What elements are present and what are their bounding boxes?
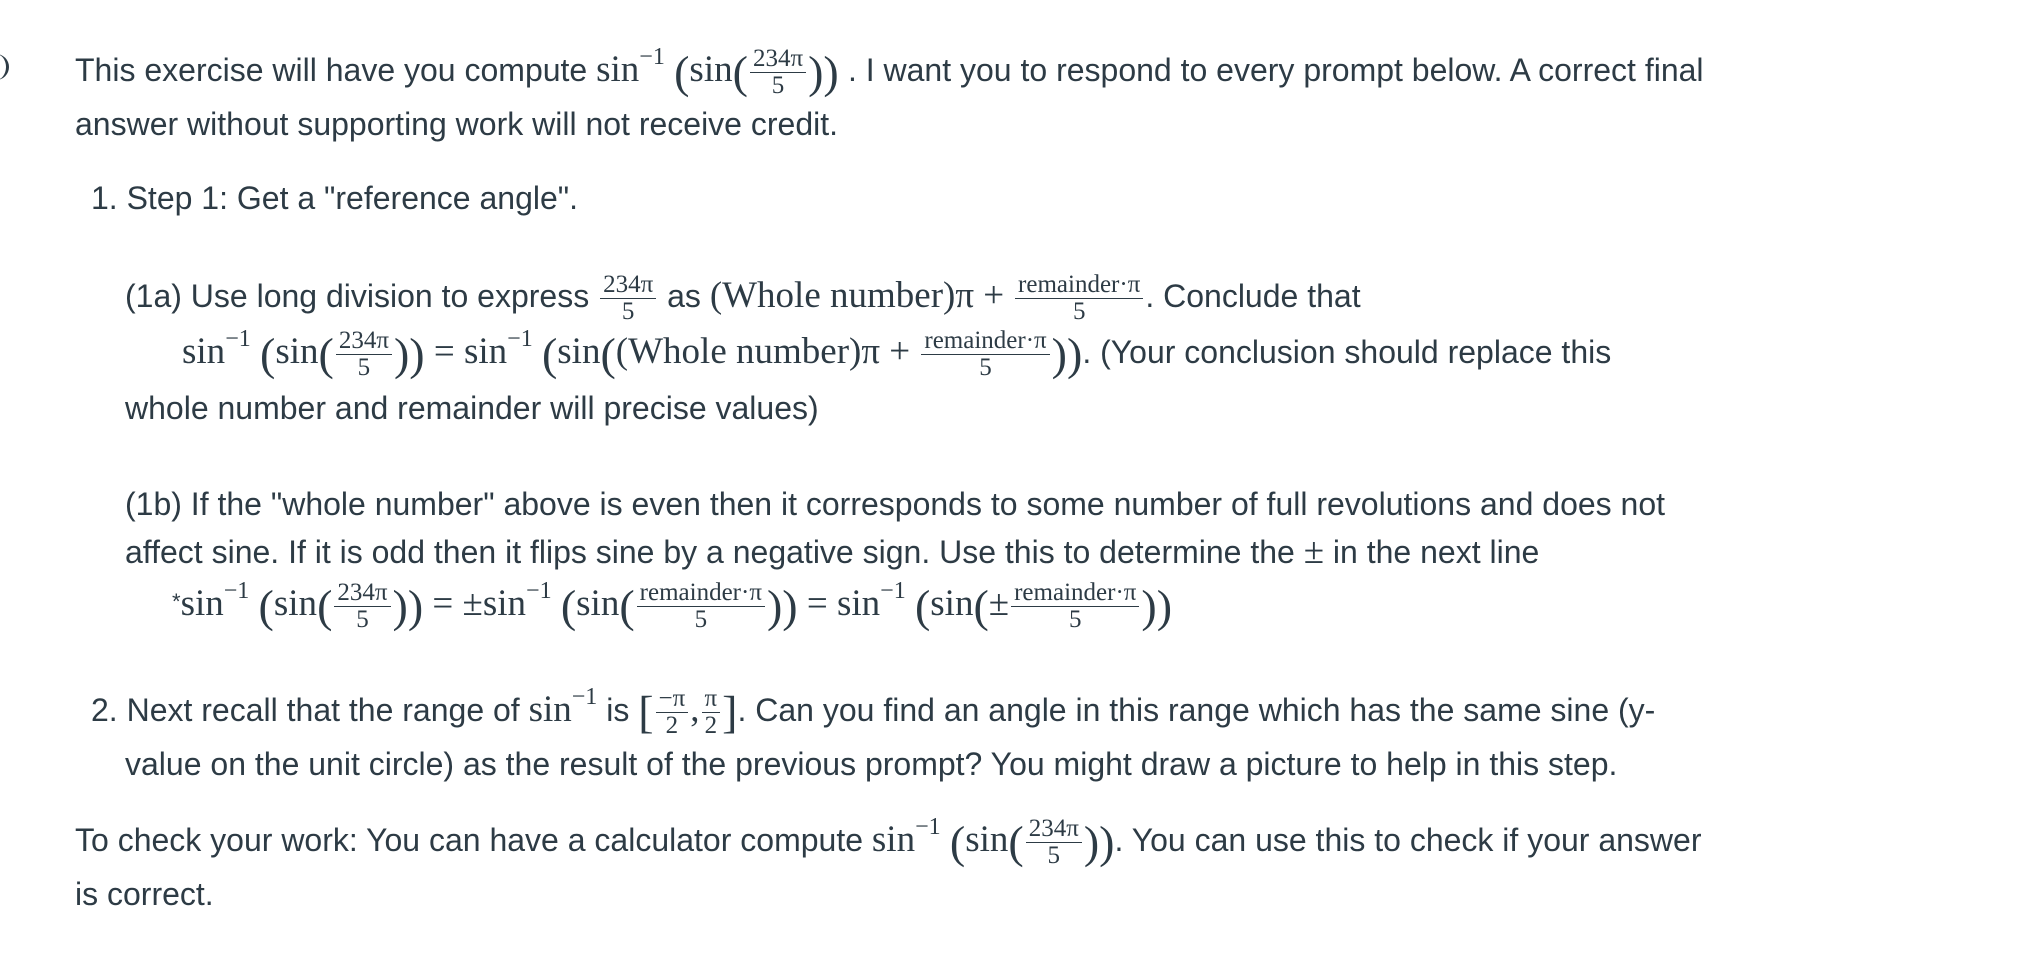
expr-sin-inv-sin: $\sin^{-1} (\sin$( $\frac{234\pi}{5}$ )) <box>596 43 839 99</box>
check-line-1: To check your work: You can have a calculator compute $\sin^{-1} (\sin$( $\frac{234\pi}{5}$ )). You can use this to check if your answer <box>75 813 1702 869</box>
step1b-line-1: (1b) If the "whole number" above is even then it corresponds to some number of full revolutions and does not <box>125 486 1666 522</box>
intro-text: This exercise will have you compute <box>75 51 588 88</box>
step1a-line-2: $\sin^{-1} (\sin$( $\frac{234\pi}{5}$ )) = $\sin^{-1}$ (sin((Whole number)π + $\frac{\text{remainder·π}}{5}$ )). (Your conclusion should replace this <box>182 325 1612 381</box>
intro-line-2: answer without supporting work will not receive credit. <box>75 106 838 142</box>
step2-line-1: 2. Next recall that the range of $\sin^{-1}$ is [ $\frac{-\pi}{2}$ , $\frac{\pi}{2}$ ]. Can you find an angle in this range which has the same sine (y- <box>91 683 1656 739</box>
left-edge-mark <box>0 54 9 80</box>
fraction-234pi-5: $\frac{234\pi}{5}$ <box>600 272 656 325</box>
range-interval: [ $\frac{-\pi}{2}$ , $\frac{\pi}{2}$ ] <box>638 685 738 739</box>
intro-line-1 <box>75 43 1704 99</box>
step1a-line-3: whole number and remainder will precise values) <box>125 390 819 426</box>
step1-label: 1. Step 1: Get a "reference angle". <box>91 180 579 216</box>
step1b-line-2: affect sine. If it is odd then it flips sine by a negative sign. Use this to determine the ± in the next line <box>125 531 1540 572</box>
step1b-equation: $^*\sin^{-1}$ (sin( $\frac{234\pi}{5}$ )) = $\pm\sin^{-1}$ (sin( $\frac{\text{remainder·π}}{5}$ )) = $\sin^{-1} (\sin(\pm$ $\frac{\text{remainder·π}}{5}$ )) <box>172 577 1173 633</box>
fraction-remainder: $\frac{\text{remainder·π}}{5}$ <box>1015 272 1143 325</box>
intro-text-post: . I want you to respond to every prompt below. A correct final <box>847 51 1704 88</box>
step2-line-2: value on the unit circle) as the result of the previous prompt? You might draw a picture to help in this step. <box>125 746 1618 782</box>
step1a-line-1: (1a) Use long division to express $\frac{234\pi}{5}$ as (Whole number)π + $\frac{\text{remainder·π}}{5}$ . Conclude that <box>125 271 1361 325</box>
check-line-2: is correct. <box>75 876 214 912</box>
